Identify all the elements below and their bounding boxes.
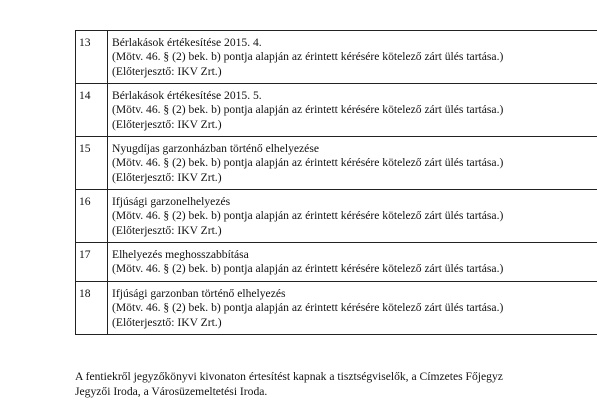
item-detail: (Mötv. 46. § (2) bek. b) pontja alapján az érintett kérésére kötelező zárt ülés tartása.) (112, 262, 504, 276)
item-title: Elhelyezés meghosszabbítása (112, 248, 249, 261)
item-detail: (Mötv. 46. § (2) bek. b) pontja alapján az érintett kérésére kötelező zárt ülés tartása.) (112, 209, 504, 223)
item-content (108, 137, 597, 190)
item-title: Bérlakások értékesítése 2015. 5. (112, 89, 262, 102)
table-row (76, 243, 597, 282)
item-title: Ifjúsági garzonban történő elhelyezés (112, 287, 286, 300)
item-presenter: (Előterjesztő: IKV Zrt.) (112, 117, 222, 131)
table-row (76, 137, 597, 190)
item-number: 13 (76, 31, 108, 84)
item-content (108, 84, 597, 137)
item-detail: (Mötv. 46. § (2) bek. b) pontja alapján az érintett kérésére kötelező zárt ülés tartása.) (112, 50, 504, 64)
item-presenter: (Előterjesztő: IKV Zrt.) (112, 223, 222, 237)
paragraph-line: A fentiekről jegyzőkönyvi kivonaton értesítést kapnak a tisztségviselők, a Címzetes Főjegyz (75, 370, 503, 383)
item-detail: (Mötv. 46. § (2) bek. b) pontja alapján az érintett kérésére kötelező zárt ülés tartása.) (112, 156, 504, 170)
item-number: 17 (76, 243, 108, 282)
item-presenter: (Előterjesztő: IKV Zrt.) (112, 315, 222, 329)
agenda-table (75, 30, 597, 335)
table-row (76, 282, 597, 335)
item-presenter: (Előterjesztő: IKV Zrt.) (112, 170, 222, 184)
item-title: Ifjúsági garzonelhelyezés (112, 195, 231, 208)
item-number: 16 (76, 190, 108, 243)
item-number: 15 (76, 137, 108, 190)
notification-paragraph (75, 369, 597, 399)
paragraph-line: Jegyzői Iroda, a Városüzemeltetési Iroda. (75, 385, 268, 398)
table-row (76, 31, 597, 84)
item-title: Nyugdíjas garzonházban történő elhelyezése (112, 142, 319, 155)
item-detail: (Mötv. 46. § (2) bek. b) pontja alapján az érintett kérésére kötelező zárt ülés tartása.) (112, 103, 504, 117)
item-title: Bérlakások értékesítése 2015. 4. (112, 36, 262, 49)
item-number: 14 (76, 84, 108, 137)
item-content (108, 31, 597, 84)
table-row (76, 190, 597, 243)
item-number: 18 (76, 282, 108, 335)
item-detail: (Mötv. 46. § (2) bek. b) pontja alapján az érintett kérésére kötelező zárt ülés tartása.) (112, 301, 504, 315)
item-presenter: (Előterjesztő: IKV Zrt.) (112, 64, 222, 78)
item-content (108, 282, 597, 335)
table-row (76, 84, 597, 137)
item-content (108, 243, 597, 282)
item-content (108, 190, 597, 243)
